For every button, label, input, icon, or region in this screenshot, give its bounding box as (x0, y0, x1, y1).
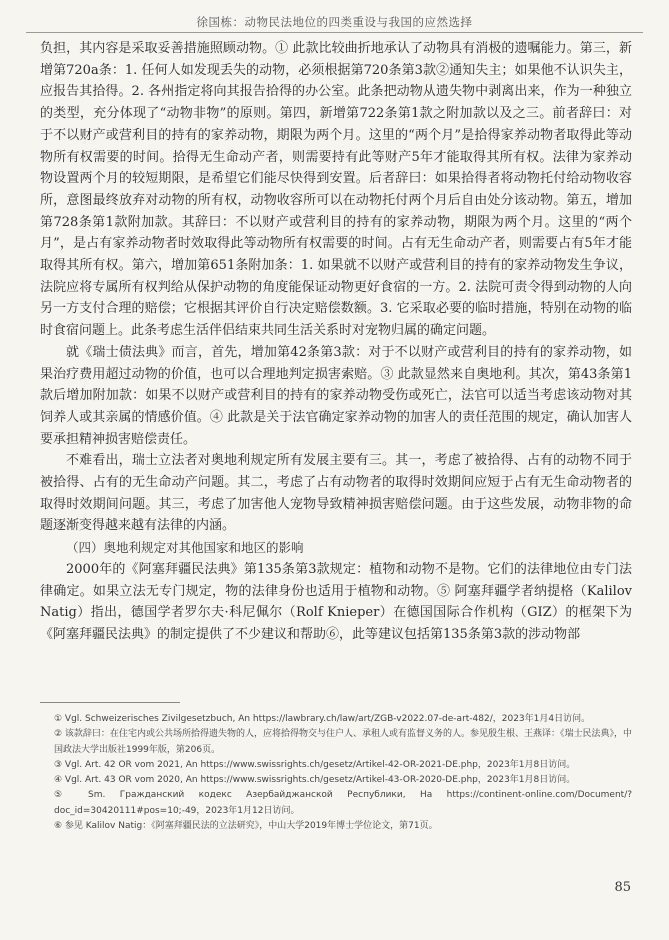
body-paragraph: 2000年的《阿塞拜疆民法典》第135条第3款规定：植物和动物不是物。它们的法律地位由专门法律确定。如果立法无专门规定，物的法律身份也适用于植物和动物。⑤ 阿塞拜疆学者纳提格（Kalilov Natig）指出，德国学者罗尔夫·科尼佩尔（Rolf Knieper）在德国国际合作机构（GIZ）的框架下为《阿塞拜疆民法典》的制定提供了不少建议和帮助⑥，此等建议包括第135条第3款的涉动物部 (40, 561, 632, 642)
footnote-rule (40, 702, 180, 703)
footnotes (40, 712, 632, 834)
footnote: ⑤ Sm. Гражданский кодекс Азербайджанской Республики, На https://continent-online.com/Document/?doc_id=30420111#pos=10;-49，2023年1月12日访问。 (54, 790, 632, 816)
body-paragraph: 就《瑞士债法典》而言，首先，增加第42条第3款：对于不以财产或营利目的持有的家养动物，如果治疗费用超过动物的价值，也可以合理地判定损害索赔。③ 此款显然来自奥地利。其次，第43条第1款后增加附加款：如果不以财产或营利目的持有的家养动物受伤或死亡，法官可以适当考虑该动物对其饲养人或其亲属的情感价值。④ 此款是关于法官确定家养动物的加害人的责任范围的规定，确认加害人要承担精神损害赔偿责任。 (40, 344, 632, 447)
footnote: ③ Vgl. Art. 42 OR vom 2021, An https://www.swissrights.ch/gesetz/Artikel-42-OR-2021-DE.php，2023年1月8日访问。 (54, 759, 576, 770)
footnote: ⑥ 参见 Kalilov Natig：《阿塞拜疆民法的立法研究》，中山大学2019年博士学位论文，第71页。 (54, 821, 438, 832)
footnote: ④ Vgl. Art. 43 OR vom 2020, An https://www.swissrights.ch/gesetz/Artikel-43-OR-2020-DE.php，2023年1月8日访问。 (54, 775, 576, 786)
footnote: ② 该款辞曰：在住宅内或公共场所拾得遗失物的人，应将拾得物交与住户人、承租人或有监督义务的人。参见殷生根、王燕译：《瑞士民法典》，中国政法大学出版社1999年版，第206页。 (54, 729, 632, 755)
page-number: 85 (614, 880, 631, 895)
main-text (40, 38, 632, 646)
body-paragraph: 不难看出，瑞士立法者对奥地利规定所有发展主要有三。其一，考虑了被拾得、占有的动物不同于被拾得、占有的无生命动产问题。其二，考虑了占有动物者的取得时效期间应短于占有无生命动物者的取得时效期间问题。其三，考虑了加害他人宠物导致精神损害赔偿问题。由于这些发展，动物非物的命题逐渐变得越来越有法律的内涵。 (40, 453, 632, 534)
body-paragraph: 负担，其内容是采取妥善措施照顾动物。① 此款比较曲折地承认了动物具有消极的遗嘱能力。第三，新增第720a条：1. 任何人如发现丢失的动物，必须根据第720条第3款②通知失主；如果他不认识失主，应报告其拾得。2. 各州指定将向其报告拾得的办公室。此条把动物从遗失物中剥离出来，作为一种独立的类型，充分体现了“动物非物”的原则。第四，新增第722条第1款之附加款以及之三。前者辞曰：对于不以财产或营利目的持有的家养动物，期限为两个月。这里的“两个月”是拾得家养动物者取得此等动物所有权需要的时间。拾得无生命动产者，则需要持有此等财产5年才能取得其所有权。法律为家养动物设置两个月的较短期限，是希望它们能尽快得到安置。后者辞曰：如果拾得者将动物托付给动物收容所，意图最终放弃对动物的所有权，动物收容所可以在动物托付两个月后自由处分该动物。第五，增加第728条第1款附加款。其辞曰：不以财产或营利目的持有的家养动物，期限为两个月。这里的“两个月”，是占有家养动物者时效取得此等动物所有权需要的时间。占有无生命动产者，则需要占有5年才能取得其所有权。第六，增加第651条附加条：1. 如果就不以财产或营利目的持有的家养动物发生争议，法院应将专属所有权判给从保护动物的角度能保证动物更好食宿的一方。2. 法院可责令得到动物的人向另一方支付合理的赔偿；它根据其评价自行决定赔偿数额。3. 它采取必要的临时措施，特别在动物的临时食宿问题上。此条考虑生活伴侣结束共同生活关系时对宠物归属的确定问题。 (40, 41, 632, 339)
section-subheading: （四）奥地利规定对其他国家和地区的影响 (66, 540, 304, 556)
running-header: 徐国栋：动物民法地位的四类重设与我国的应然选择 (196, 15, 473, 29)
footnote: ① Vgl. Schweizerisches Zivilgesetzbuch, An https://lawbrary.ch/law/art/ZGB-v2022.07-de-art-482/，2023年1月4日访问。 (54, 714, 591, 724)
header-rule (26, 32, 643, 33)
